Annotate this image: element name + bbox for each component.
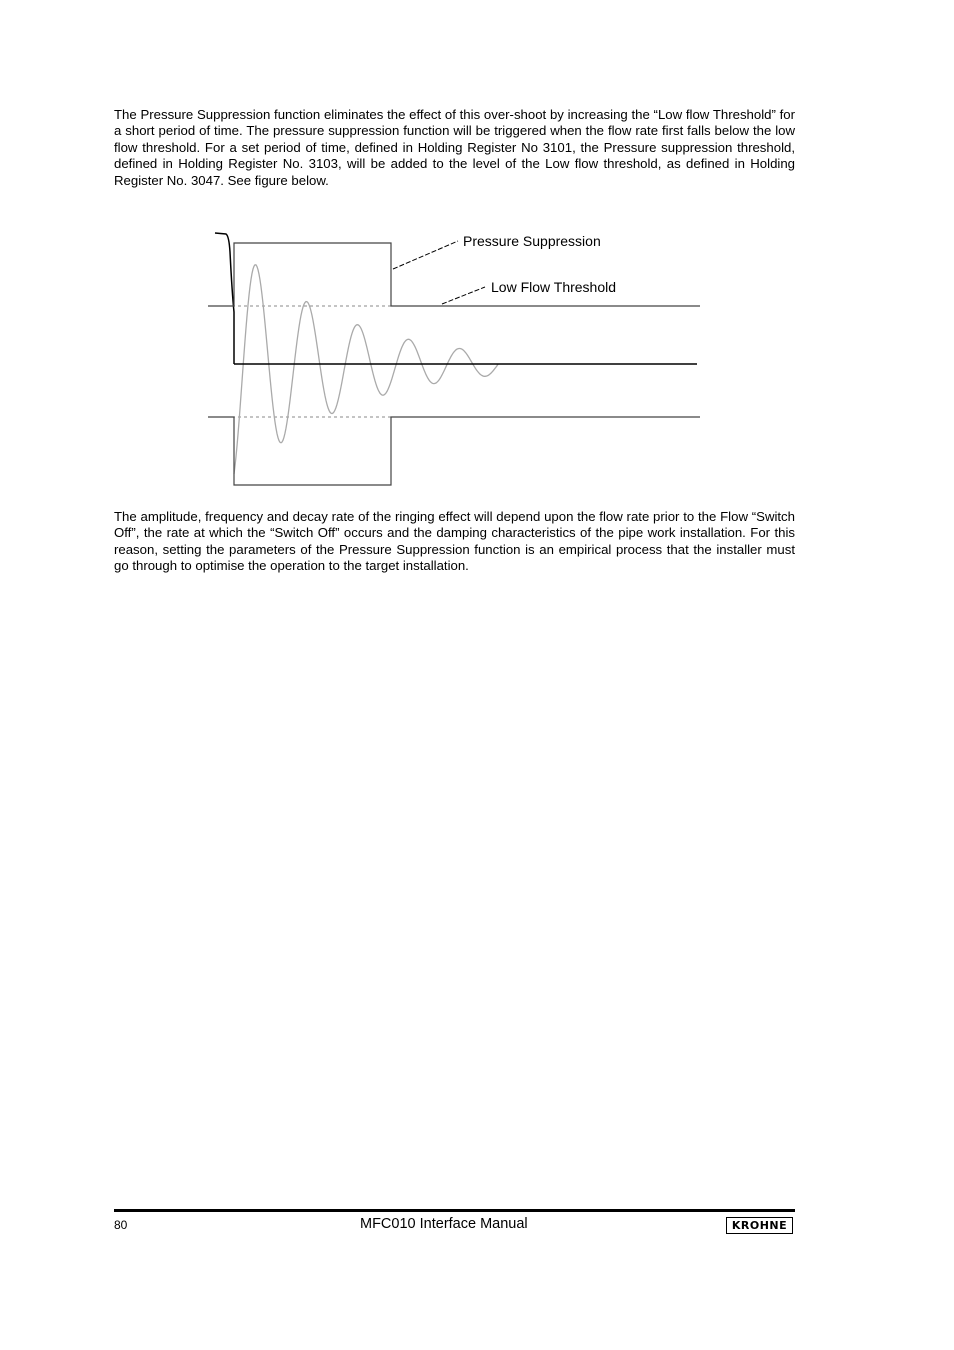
pressure-suppression-figure (200, 222, 710, 494)
upper-suppression-threshold (208, 243, 700, 306)
footer-rule (114, 1209, 795, 1212)
page-number: 80 (114, 1218, 128, 1232)
flow-drop-curve (215, 233, 234, 364)
krohne-logo-text: KROHNE (731, 1219, 788, 1232)
low-flow-threshold-label: Low Flow Threshold (491, 279, 617, 295)
manual-title: MFC010 Interface Manual (360, 1216, 528, 1232)
pressure-suppression-leader (393, 241, 458, 269)
explanation-paragraph: The amplitude, frequency and decay rate of the ringing effect will depend upon the flow rate prior to the Flow “Switch Off”, the rate at which the “Switch Off” occurs and the damping characteristics of the pipe work installation. For this reason, setting the parameters of the Pressure Suppression function is an empirical process that the installer must go through to optimise the operation to the target installation. (114, 509, 795, 574)
intro-paragraph: The Pressure Suppression function eliminates the effect of this over-shoot by increasing the “Low flow Threshold” for a short period of time. The pressure suppression function will be triggered when the flow rate first falls below the low flow threshold. For a set period of time, defined in Holding Register No 3101, the Pressure suppression threshold, defined in Holding Register No. 3103, will be added to the level of the Low flow threshold, as defined in Holding Register No. 3047. See figure below. (114, 107, 795, 188)
krohne-logo (726, 1217, 793, 1234)
ringing-oscillation-wave (234, 265, 498, 474)
lower-suppression-threshold (208, 417, 700, 485)
low-flow-threshold-leader (442, 287, 485, 304)
pressure-suppression-label: Pressure Suppression (463, 233, 601, 249)
